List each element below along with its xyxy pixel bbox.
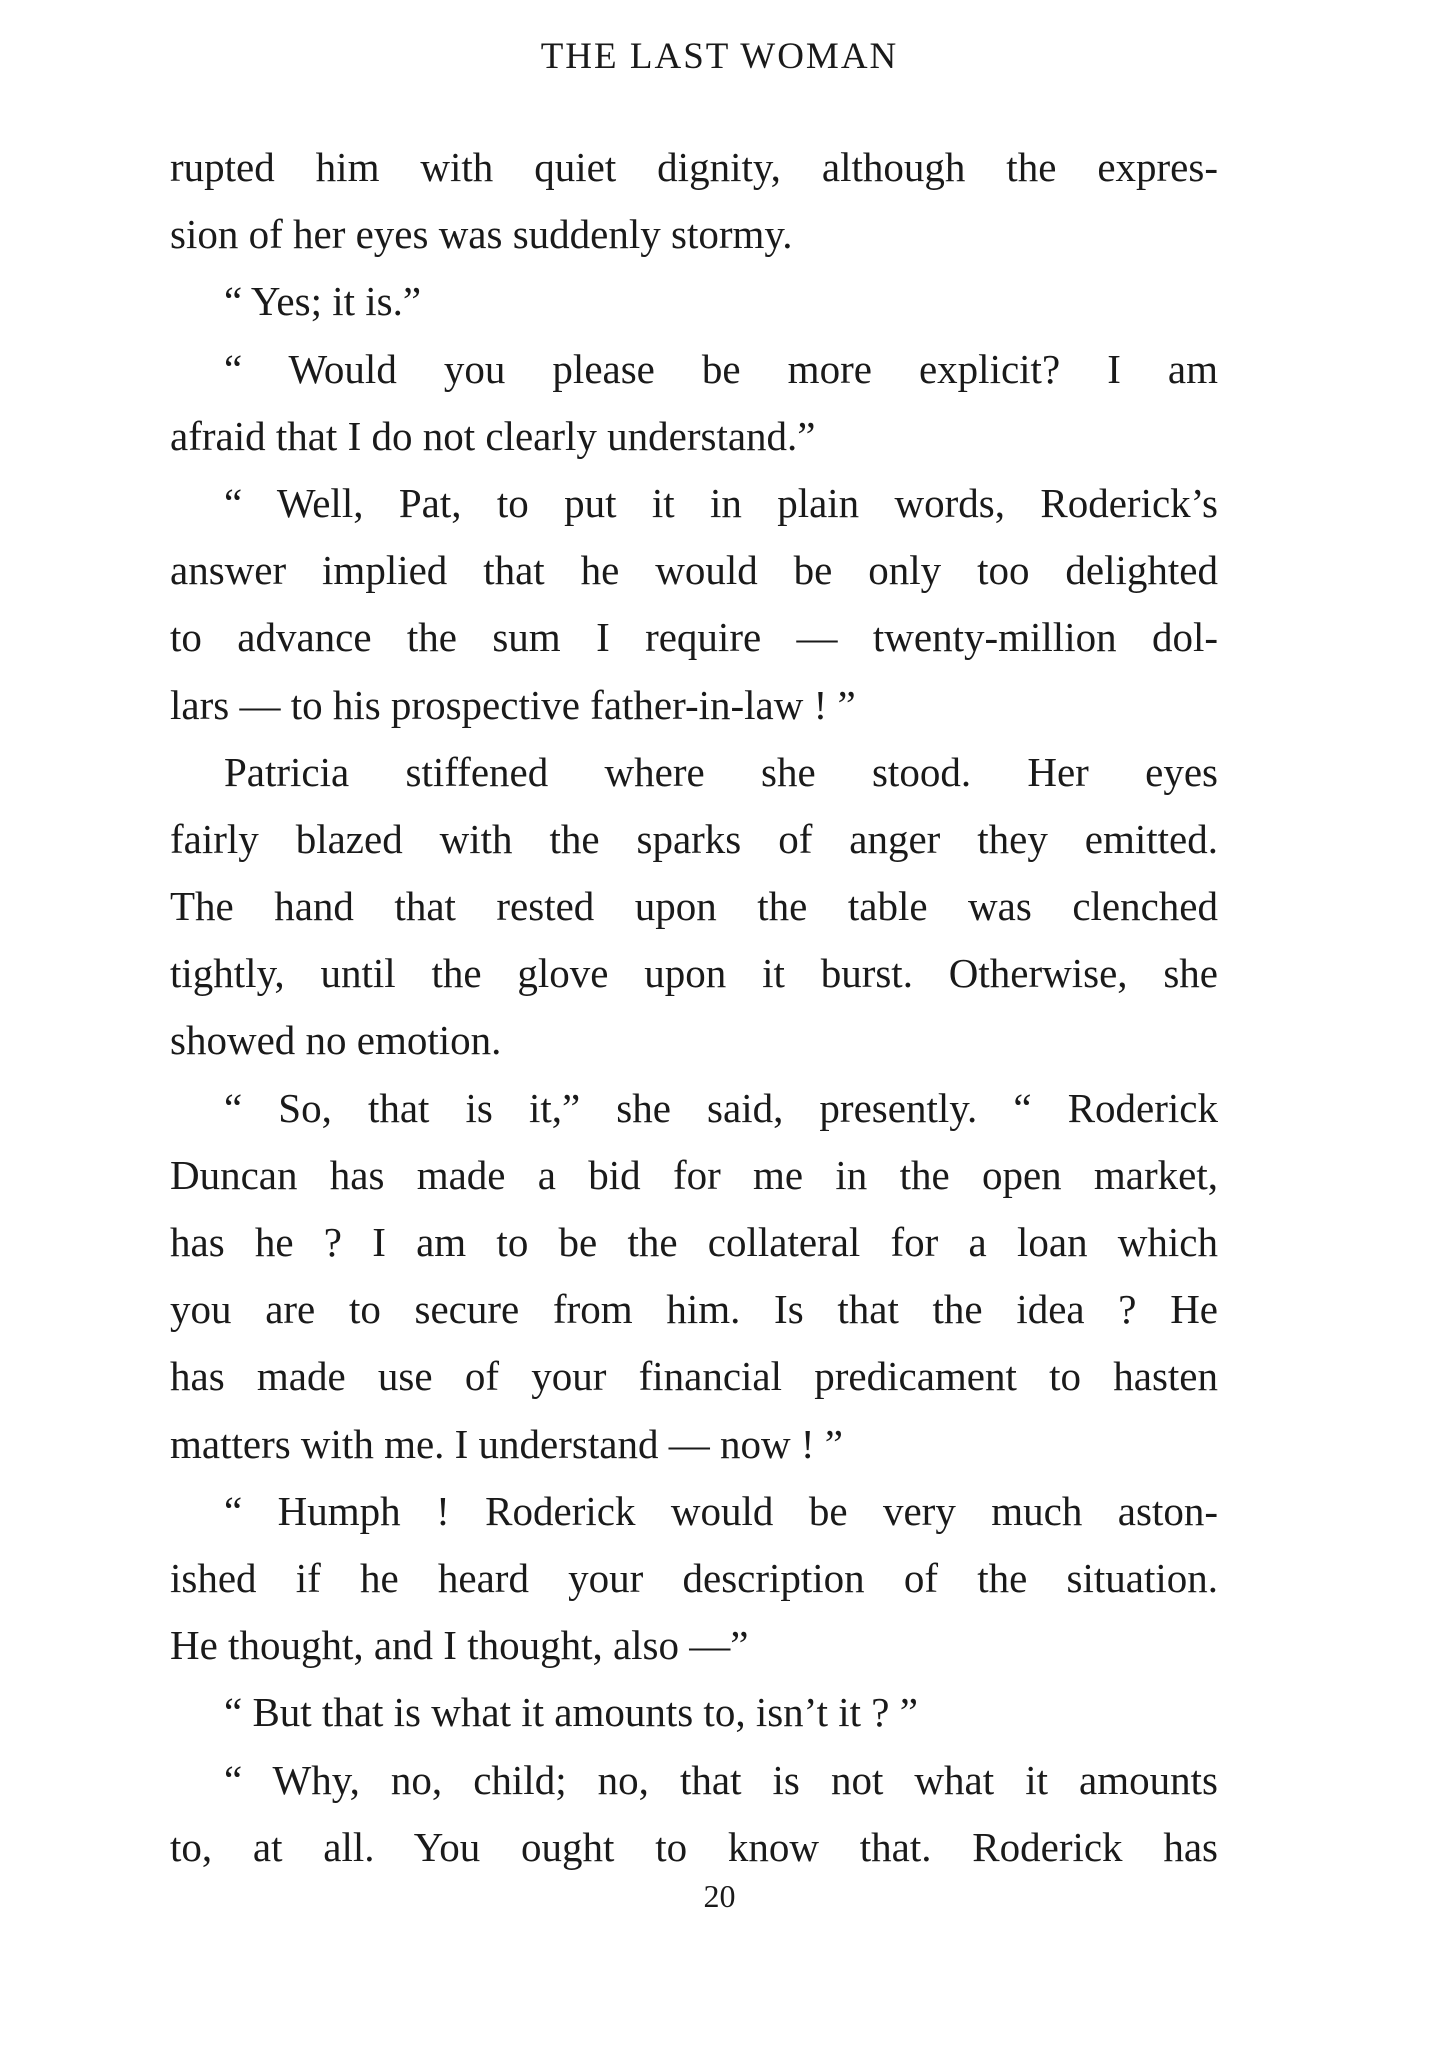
text-line: Duncan has made a bid for me in the open market, (170, 1151, 1218, 1198)
text-line: “ Why, no, child; no, that is not what it amounts (224, 1756, 1218, 1803)
text-line: showed no emotion. (170, 1017, 502, 1064)
text-line: you are to secure from him. Is that the idea ? He (170, 1286, 1218, 1333)
running-head-title: THE LAST WOMAN (540, 36, 899, 77)
text-line: to, at all. You ought to know that. Roderick has (170, 1823, 1218, 1870)
text-line: afraid that I do not clearly understand.” (170, 412, 816, 459)
text-line: has he ? I am to be the collateral for a loan which (170, 1219, 1218, 1265)
text-line: to advance the sum I require — twenty-million dol- (170, 614, 1218, 661)
text-line: “ Well, Pat, to put it in plain words, Roderick’s (224, 479, 1218, 526)
text-line: tightly, until the glove upon it burst. Otherwise, she (170, 950, 1218, 997)
body-text (170, 134, 1218, 1881)
text-line: The hand that rested upon the table was clenched (170, 883, 1218, 930)
text-line: fairly blazed with the sparks of anger they emitted. (170, 815, 1218, 862)
text-line: Patricia stiffened where she stood. Her eyes (224, 748, 1218, 795)
text-line: has made use of your financial predicament to hasten (170, 1353, 1218, 1400)
text-line: rupted him with quiet dignity, although the expres- (170, 144, 1218, 190)
text-line: “ Would you please be more explicit? I am (224, 345, 1218, 392)
text-line: sion of her eyes was suddenly stormy. (170, 211, 793, 258)
text-line: ished if he heard your description of the situation. (170, 1554, 1218, 1601)
text-line: “ Yes; it is.” (224, 278, 422, 325)
text-line: He thought, and I thought, also —” (170, 1622, 749, 1669)
text-line: lars — to his prospective father-in-law ! ” (170, 681, 856, 728)
text-line: “ Humph ! Roderick would be very much aston- (224, 1487, 1218, 1534)
text-line: answer implied that he would be only too delighted (170, 547, 1218, 594)
page-number: 20 (703, 1878, 736, 1914)
text-line: matters with me. I understand — now ! ” (170, 1420, 843, 1467)
text-line: “ But that is what it amounts to, isn’t it ? ” (224, 1689, 918, 1736)
text-line: “ So, that is it,” she said, presently. “ Roderick (224, 1084, 1218, 1131)
